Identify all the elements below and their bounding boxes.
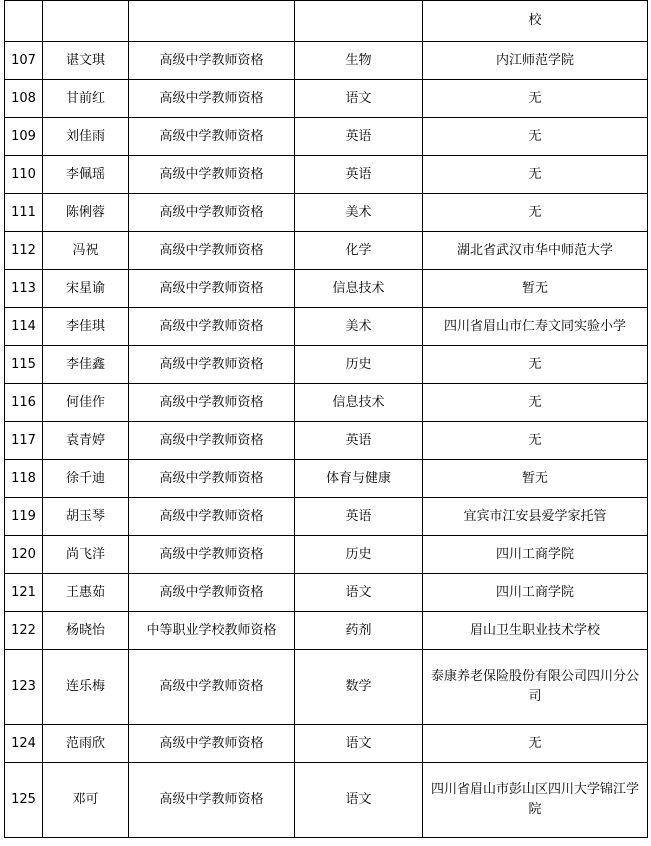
cell-organization: 宜宾市江安县爱学家托管 (423, 498, 648, 536)
cell-qualification: 高级中学教师资格 (129, 194, 295, 232)
cell-organization: 无 (423, 118, 648, 156)
cell-no: 120 (5, 536, 43, 574)
table-row (5, 650, 648, 725)
cell-qualification: 高级中学教师资格 (129, 422, 295, 460)
cell-organization: 四川工商学院 (423, 574, 648, 612)
cell-name: 胡玉琴 (43, 498, 129, 536)
cell-name: 甘前红 (43, 80, 129, 118)
cell-name: 连乐梅 (43, 650, 129, 725)
cell-no: 110 (5, 156, 43, 194)
cell-no: 114 (5, 308, 43, 346)
cell-organization: 校 (423, 1, 648, 42)
cell-qualification: 中等职业学校教师资格 (129, 612, 295, 650)
table-row (5, 80, 648, 118)
cell-qualification: 高级中学教师资格 (129, 536, 295, 574)
cell-organization: 暂无 (423, 270, 648, 308)
cell-qualification: 高级中学教师资格 (129, 460, 295, 498)
cell-no: 111 (5, 194, 43, 232)
cell-subject: 语文 (295, 725, 423, 763)
table-row (5, 308, 648, 346)
cell-name: 范雨欣 (43, 725, 129, 763)
table-row (5, 42, 648, 80)
cell-qualification: 高级中学教师资格 (129, 156, 295, 194)
cell-organization: 四川省眉山市仁寿文同实验小学 (423, 308, 648, 346)
cell-organization: 无 (423, 156, 648, 194)
cell-name: 王惠茹 (43, 574, 129, 612)
cell-subject (295, 1, 423, 42)
cell-no: 125 (5, 763, 43, 838)
cell-organization: 无 (423, 194, 648, 232)
cell-subject: 生物 (295, 42, 423, 80)
cell-organization: 泰康养老保险股份有限公司四川分公司 (423, 650, 648, 725)
cell-subject: 美术 (295, 194, 423, 232)
cell-subject: 美术 (295, 308, 423, 346)
cell-subject: 历史 (295, 346, 423, 384)
cell-name: 杨晓怡 (43, 612, 129, 650)
cell-qualification (129, 1, 295, 42)
roster-table (4, 0, 648, 838)
cell-qualification: 高级中学教师资格 (129, 346, 295, 384)
cell-no: 113 (5, 270, 43, 308)
cell-subject: 语文 (295, 763, 423, 838)
cell-subject: 药剂 (295, 612, 423, 650)
cell-organization: 眉山卫生职业技术学校 (423, 612, 648, 650)
cell-name: 宋星谕 (43, 270, 129, 308)
cell-qualification: 高级中学教师资格 (129, 498, 295, 536)
cell-name: 刘佳雨 (43, 118, 129, 156)
cell-subject: 英语 (295, 156, 423, 194)
cell-qualification: 高级中学教师资格 (129, 574, 295, 612)
table-row (5, 725, 648, 763)
cell-name: 尚飞洋 (43, 536, 129, 574)
cell-subject: 英语 (295, 118, 423, 156)
cell-no: 122 (5, 612, 43, 650)
cell-no: 121 (5, 574, 43, 612)
cell-subject: 英语 (295, 422, 423, 460)
cell-subject: 化学 (295, 232, 423, 270)
cell-name: 李佳鑫 (43, 346, 129, 384)
table-row (5, 384, 648, 422)
cell-no: 109 (5, 118, 43, 156)
cell-organization: 无 (423, 346, 648, 384)
table-row-continued (5, 1, 648, 42)
table-row (5, 460, 648, 498)
cell-no: 115 (5, 346, 43, 384)
cell-name: 何佳作 (43, 384, 129, 422)
cell-subject: 体育与健康 (295, 460, 423, 498)
table-row (5, 232, 648, 270)
cell-subject: 数学 (295, 650, 423, 725)
cell-organization: 四川工商学院 (423, 536, 648, 574)
cell-organization: 无 (423, 384, 648, 422)
cell-subject: 语文 (295, 574, 423, 612)
cell-organization: 暂无 (423, 460, 648, 498)
cell-name: 邓可 (43, 763, 129, 838)
cell-qualification: 高级中学教师资格 (129, 270, 295, 308)
cell-name: 谌文琪 (43, 42, 129, 80)
cell-organization: 湖北省武汉市华中师范大学 (423, 232, 648, 270)
cell-no: 123 (5, 650, 43, 725)
cell-name: 李佳琪 (43, 308, 129, 346)
table-row (5, 270, 648, 308)
cell-name: 陈俐蓉 (43, 194, 129, 232)
cell-qualification: 高级中学教师资格 (129, 80, 295, 118)
cell-subject: 信息技术 (295, 384, 423, 422)
table-row (5, 194, 648, 232)
cell-no: 116 (5, 384, 43, 422)
cell-no: 124 (5, 725, 43, 763)
table-row (5, 612, 648, 650)
cell-subject: 信息技术 (295, 270, 423, 308)
cell-name (43, 1, 129, 42)
cell-organization: 无 (423, 725, 648, 763)
cell-organization: 内江师范学院 (423, 42, 648, 80)
cell-no (5, 1, 43, 42)
cell-no: 108 (5, 80, 43, 118)
cell-qualification: 高级中学教师资格 (129, 763, 295, 838)
cell-name: 冯祝 (43, 232, 129, 270)
cell-qualification: 高级中学教师资格 (129, 42, 295, 80)
table-row (5, 156, 648, 194)
cell-organization: 无 (423, 422, 648, 460)
cell-qualification: 高级中学教师资格 (129, 725, 295, 763)
cell-no: 117 (5, 422, 43, 460)
table-row (5, 574, 648, 612)
cell-qualification: 高级中学教师资格 (129, 650, 295, 725)
cell-organization: 四川省眉山市彭山区四川大学锦江学院 (423, 763, 648, 838)
table-row (5, 498, 648, 536)
cell-organization: 无 (423, 80, 648, 118)
cell-subject: 历史 (295, 536, 423, 574)
roster-table-body (5, 1, 648, 838)
table-row (5, 763, 648, 838)
cell-subject: 英语 (295, 498, 423, 536)
table-row (5, 346, 648, 384)
cell-subject: 语文 (295, 80, 423, 118)
cell-qualification: 高级中学教师资格 (129, 308, 295, 346)
cell-no: 118 (5, 460, 43, 498)
cell-qualification: 高级中学教师资格 (129, 118, 295, 156)
table-row (5, 118, 648, 156)
cell-no: 107 (5, 42, 43, 80)
table-row (5, 422, 648, 460)
cell-qualification: 高级中学教师资格 (129, 232, 295, 270)
cell-name: 徐千迪 (43, 460, 129, 498)
cell-name: 袁青婷 (43, 422, 129, 460)
cell-qualification: 高级中学教师资格 (129, 384, 295, 422)
cell-no: 119 (5, 498, 43, 536)
cell-name: 李佩瑶 (43, 156, 129, 194)
cell-no: 112 (5, 232, 43, 270)
table-row (5, 536, 648, 574)
